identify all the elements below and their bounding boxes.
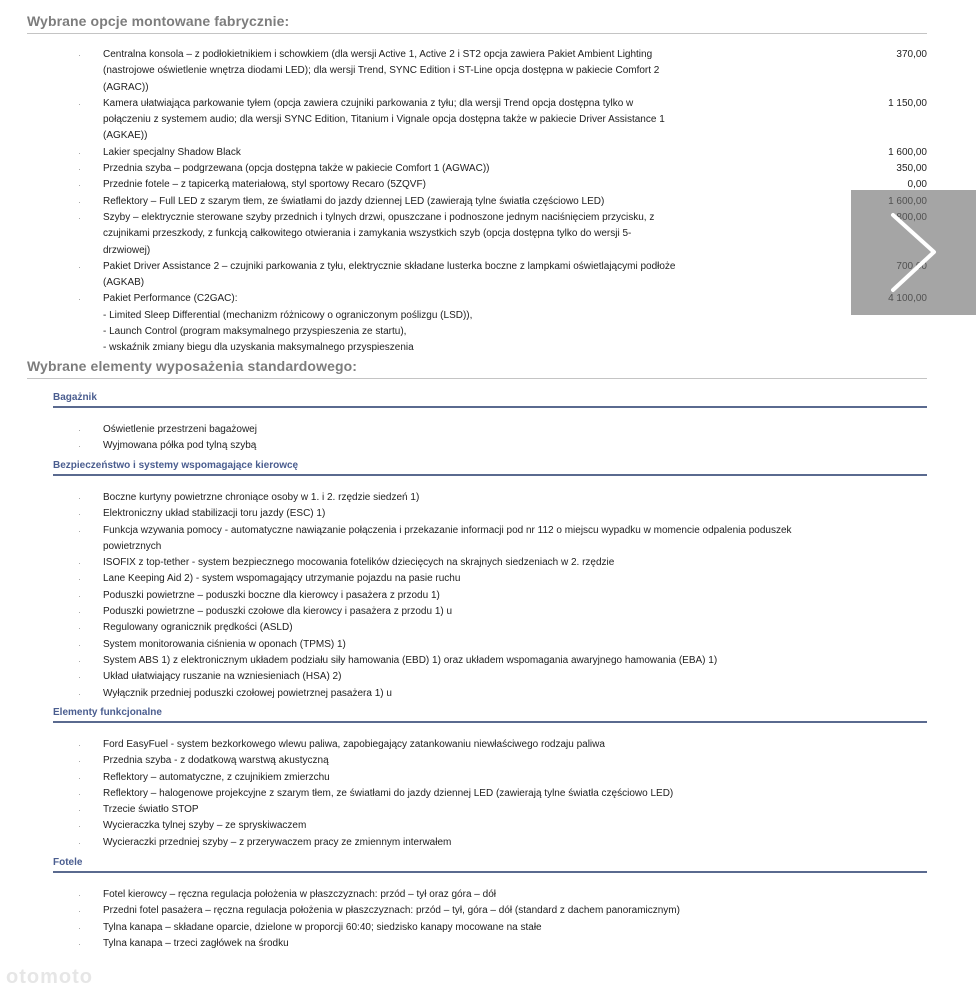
list-item — [0, 523, 976, 556]
list-item — [0, 96, 976, 145]
bullet-icon: · — [78, 164, 81, 175]
item-text: System ABS 1) z elektronicznym układem podziału siły hamowania (EBD) 1) oraz układem wspomagania awaryjnego hamowania (EBA) 1) — [103, 654, 718, 666]
item-text: Tylna kanapa – składane oparcie, dzielone w proporcji 60:40; siedzisko kanapy mocowane na stałe — [103, 921, 542, 933]
item-text: Wyłącznik przedniej poduszki czołowej powietrznej pasażera 1) u — [103, 687, 392, 699]
bullet-icon: · — [78, 558, 81, 569]
item-text: Wycieraczka tylnej szyby – ze spryskiwaczem — [103, 820, 307, 832]
section-title-bagaznik: Bagażnik — [53, 392, 97, 403]
bullet-icon: · — [78, 805, 81, 816]
item-text: Oświetlenie przestrzeni bagażowej — [103, 424, 257, 435]
factory-options-heading: Wybrane opcje montowane fabrycznie: — [27, 13, 290, 29]
list-item — [0, 920, 976, 936]
bullet-icon: · — [78, 938, 81, 949]
item-text: Przednia szyba - z dodatkową warstwą akustyczną — [103, 755, 329, 767]
next-image-button[interactable] — [851, 190, 976, 315]
section-divider — [53, 406, 927, 408]
section-divider — [53, 474, 927, 476]
standard-equipment-heading: Wybrane elementy wyposażenia standardowego: — [27, 358, 358, 374]
list-item — [0, 770, 976, 786]
item-text: Przednia szyba – podgrzewana (opcja dostępna także w pakiecie Comfort 1 (AGWAC)) — [103, 163, 490, 175]
bullet-icon: · — [78, 607, 81, 618]
item-text: Lane Keeping Aid 2) - system wspomagający utrzymanie pojazdu na pasie ruchu — [103, 573, 461, 585]
list-item — [0, 887, 976, 903]
list-item — [0, 291, 976, 356]
item-subline: - Launch Control (program maksymalnego przyspieszenia ze startu), — [103, 326, 407, 338]
list-item — [0, 506, 976, 522]
factory-heading-divider — [27, 33, 927, 34]
bullet-icon: · — [78, 655, 81, 666]
list-item — [0, 490, 976, 506]
list-item — [0, 637, 976, 653]
item-text: Reflektory – halogenowe projekcyjne z szarym tłem, ze światłami do jazdy dziennej LED (zawierają tylne światła częściowo LED) — [103, 787, 674, 799]
item-text: Kamera ułatwiająca parkowanie tyłem (opcja zawiera czujniki parkowania z tyłu; dla wersji Trend opcja dostępna tylko w połączeniu z systemem audio; dla wersji SYNC Edition, Titanium i Vignale opcja dostępna także w pakiecie Driver Assistance 1 (AGKAE)) — [103, 97, 665, 142]
bullet-icon: · — [78, 688, 81, 699]
item-text: Reflektory – automatyczne, z czujnikiem zmierzchu — [103, 771, 330, 783]
section-divider — [53, 721, 927, 723]
list-item — [0, 194, 976, 210]
bullet-icon: · — [78, 772, 81, 783]
bullet-icon: · — [78, 98, 81, 109]
list-item — [0, 686, 976, 702]
list-item — [0, 604, 976, 620]
list-item — [0, 210, 976, 259]
list-item — [0, 145, 976, 161]
item-text: Wycieraczki przedniej szyby – z przerywaczem pracy ze zmiennym interwałem — [103, 836, 452, 848]
item-text: Poduszki powietrzne – poduszki czołowe dla kierowcy i pasażera z przodu 1) u — [103, 606, 453, 618]
bullet-icon: · — [78, 906, 81, 917]
bullet-icon: · — [78, 788, 81, 799]
item-text: Lakier specjalny Shadow Black — [103, 146, 241, 158]
item-price: 350,00 — [896, 163, 927, 175]
section-list-fotele — [0, 887, 976, 952]
item-text: System monitorowania ciśnienia w oponach (TPMS) 1) — [103, 638, 346, 650]
item-text: Fotel kierowcy – ręczna regulacja położenia w płaszczyznach: przód – tył oraz góra – dół — [103, 889, 496, 900]
list-item — [0, 161, 976, 177]
section-title-elementy-funkcjonalne: Elementy funkcjonalne — [53, 707, 162, 718]
list-item — [0, 555, 976, 571]
bullet-icon: · — [78, 196, 81, 207]
bullet-icon: · — [78, 441, 81, 452]
item-text: Pakiet Driver Assistance 2 – czujniki parkowania z tyłu, elektrycznie składane lusterka boczne z lampkami oświetlającymi podłoże (AGKAB) — [103, 260, 676, 289]
item-text: Układ ułatwiający ruszanie na wzniesieniach (HSA) 2) — [103, 671, 342, 683]
section-divider — [53, 871, 927, 873]
list-item — [0, 438, 976, 454]
bullet-icon: · — [78, 180, 81, 191]
list-item — [0, 588, 976, 604]
list-item — [0, 47, 976, 96]
item-text: Regulowany ogranicznik prędkości (ASLD) — [103, 622, 293, 634]
item-text: Szyby – elektrycznie sterowane szyby przednich i tylnych drzwi, opuszczane i podnoszone jednym naciśnięciem przycisku, z czujnikami przeszkody, z funkcją całkowitego otwierania i zamykania wszystkich szyb (opcja dostępna tylko do wersji 5-drzwiowej) — [103, 211, 655, 256]
list-item — [0, 753, 976, 769]
list-item — [0, 669, 976, 685]
list-item — [0, 903, 976, 919]
list-item — [0, 818, 976, 834]
item-subline: - wskaźnik zmiany biegu dla uzyskania maksymalnego przyspieszenia — [103, 342, 414, 354]
list-item — [0, 786, 976, 802]
item-text: Centralna konsola – z podłokietnikiem i schowkiem (dla wersji Active 1, Active 2 i ST2 opcja zawiera Pakiet Ambient Lighting (nastrojowe oświetlenie wnętrza diodami LED); dla wersji Trend, SYNC Edition i ST-Line opcja dostępna w pakiecie Comfort 2 (AGRAC)) — [103, 49, 660, 93]
bullet-icon: · — [78, 525, 81, 536]
item-text: Ford EasyFuel - system bezkorkowego wlewu paliwa, zapobiegający zatankowaniu niewłaściwego rodzaju paliwa — [103, 739, 605, 750]
bullet-icon: · — [78, 639, 81, 650]
bullet-icon: · — [78, 590, 81, 601]
item-text: Wyjmowana półka pod tylną szybą — [103, 440, 257, 452]
section-title-bezpieczenstwo: Bezpieczeństwo i systemy wspomagające kierowcę — [53, 460, 299, 471]
list-item — [0, 571, 976, 587]
item-text: Pakiet Performance (C2GAC): — [103, 293, 238, 305]
bullet-icon: · — [78, 294, 81, 305]
item-text: Reflektory – Full LED z szarym tłem, ze światłami do jazdy dziennej LED (zawierają tylne światła częściowo LED) — [103, 195, 605, 207]
bullet-icon: · — [78, 493, 81, 503]
item-text: Elektroniczny układ stabilizacji toru jazdy (ESC) 1) — [103, 508, 326, 520]
list-item — [0, 653, 976, 669]
standard-heading-divider — [27, 378, 927, 379]
bullet-icon: · — [78, 672, 81, 683]
bullet-icon: · — [78, 623, 81, 634]
factory-options-list — [0, 47, 976, 357]
item-subline: - Limited Sleep Differential (mechanizm różnicowy o ograniczonym poślizgu (LSD)), — [103, 309, 473, 321]
item-price: 0,00 — [907, 179, 927, 191]
item-text: Przedni fotel pasażera – ręczna regulacja położenia w płaszczyznach: przód – tył, góra – dół (standard z dachem panoramicznym) — [103, 905, 680, 917]
item-text: Trzecie światło STOP — [103, 804, 199, 816]
item-text: ISOFIX z top-tether - system bezpiecznego mocowania fotelików dziecięcych na skrajnych siedzeniach w 2. rzędzie — [103, 557, 615, 569]
section-list-bezpieczenstwo — [0, 490, 976, 702]
item-text: Funkcja wzywania pomocy - automatyczne nawiązanie połączenia i przekazanie informacji pod nr 112 o miejscu wypadku w momencie odpalenia poduszek powietrznych — [103, 524, 792, 552]
bullet-icon: · — [78, 837, 81, 848]
list-item — [0, 620, 976, 636]
item-text: Przednie fotele – z tapicerką materiałową, styl sportowy Recaro (5ZQVF) — [103, 179, 426, 191]
bullet-icon: · — [78, 261, 81, 272]
section-list-elementy-funkcjonalne — [0, 737, 976, 851]
bullet-icon: · — [78, 425, 81, 435]
section-list-bagaznik — [0, 422, 976, 455]
item-price: 370,00 — [896, 49, 927, 60]
list-item — [0, 737, 976, 753]
bullet-icon: · — [78, 821, 81, 832]
bullet-icon: · — [78, 922, 81, 933]
bullet-icon: · — [78, 756, 81, 767]
bullet-icon: · — [78, 147, 81, 158]
list-item — [0, 259, 976, 292]
bullet-icon: · — [78, 50, 81, 60]
section-title-fotele: Fotele — [53, 857, 83, 868]
chevron-right-icon — [851, 190, 976, 315]
bullet-icon: · — [78, 212, 81, 223]
watermark-logo: otomoto — [6, 966, 93, 988]
bullet-icon: · — [78, 509, 81, 520]
bullet-icon: · — [78, 740, 81, 750]
item-text: Boczne kurtyny powietrzne chroniące osoby w 1. i 2. rzędzie siedzeń 1) — [103, 492, 420, 503]
bullet-icon: · — [78, 574, 81, 585]
list-item — [0, 422, 976, 438]
item-price: 1 600,00 — [888, 146, 927, 158]
bullet-icon: · — [78, 890, 81, 900]
list-item — [0, 835, 976, 851]
item-text: Tylna kanapa – trzeci zagłówek na środku — [103, 937, 289, 949]
list-item — [0, 936, 976, 952]
list-item — [0, 177, 976, 193]
item-price: 1 150,00 — [888, 97, 927, 109]
list-item — [0, 802, 976, 818]
item-text: Poduszki powietrzne – poduszki boczne dla kierowcy i pasażera z przodu 1) — [103, 589, 440, 601]
